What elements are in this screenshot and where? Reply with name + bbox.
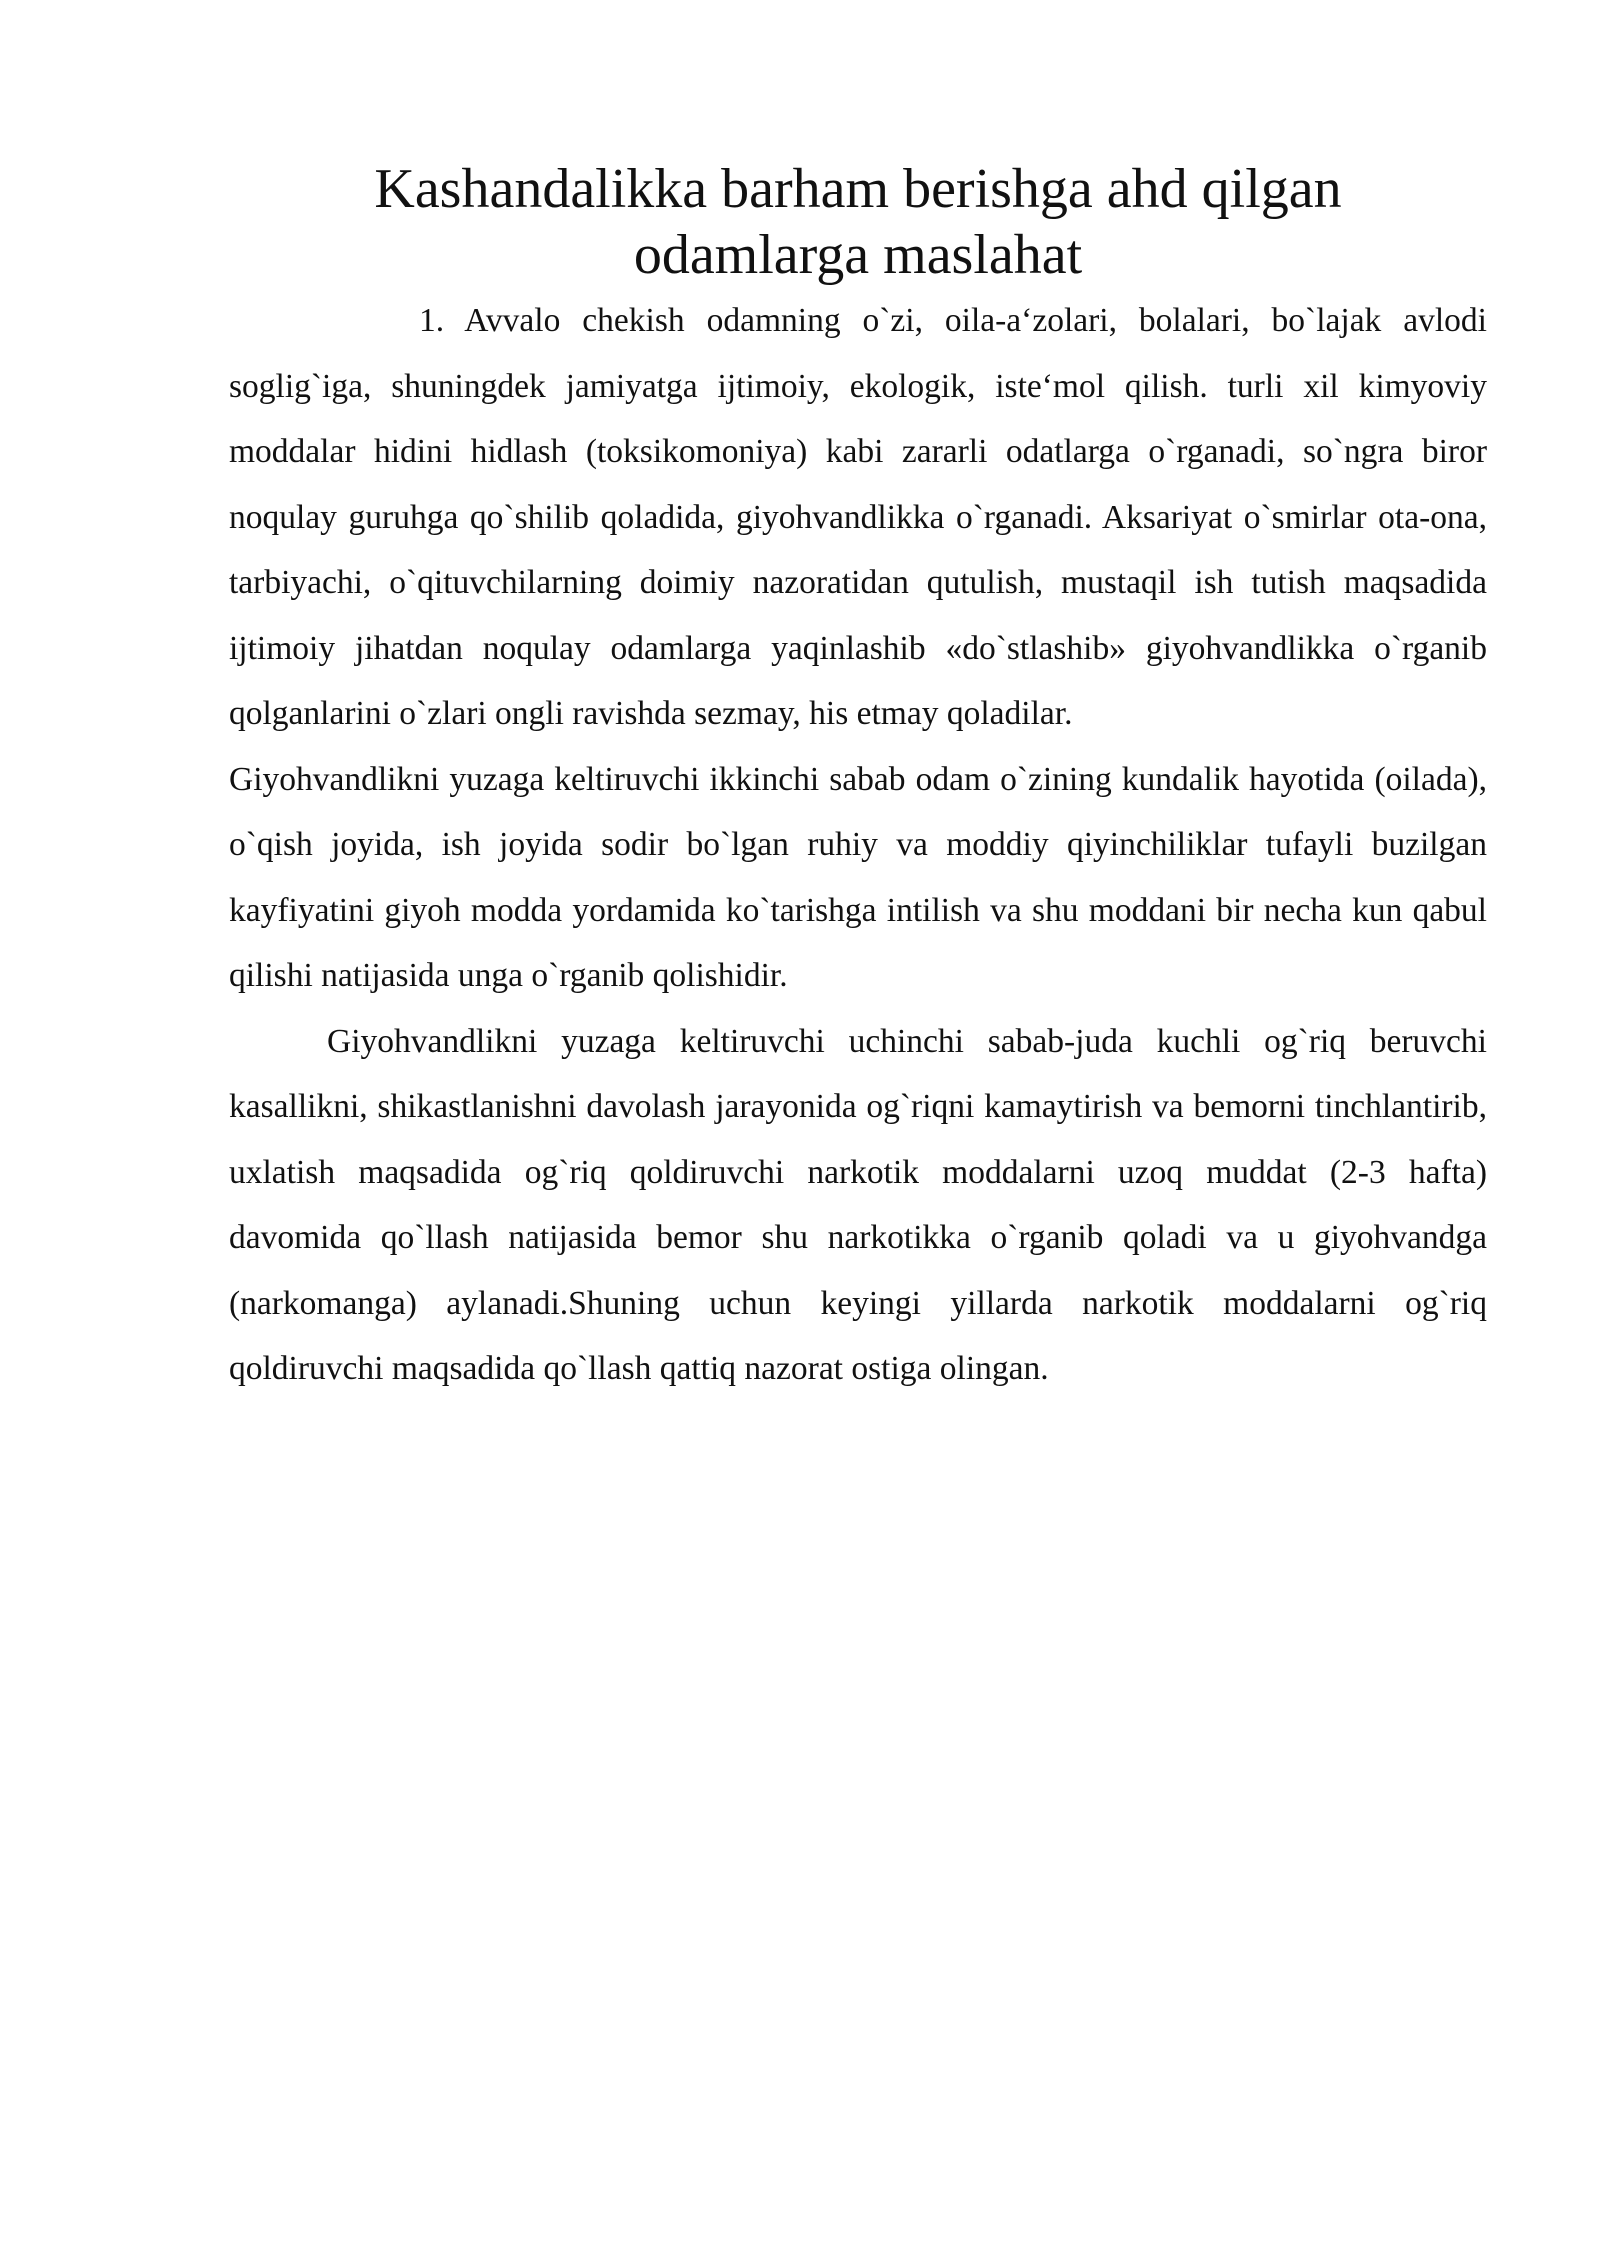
title-line-2: odamlarga maslahat: [633, 224, 1083, 286]
paragraph-second-cause: Giyohvandlikni yuzaga keltiruvchi ikkinchi sabab odam o`zining kundalik hayotida (oilada), o`qish joyida, ish joyida sodir bo`lgan ruhiy va moddiy qiyinchiliklar tufayli buzilgan kayfiyatini giyoh modda yordamida ko`tarishga intilish va shu moddani bir necha kun qabul qilishi natijasida unga o`rganib qolishidir.: [229, 760, 1487, 994]
document-title: [229, 156, 1487, 288]
paragraph-first-cause: 1. Avvalo chekish odamning o`zi, oila-a‘zolari, bolalari, bo`lajak avlodi soglig`iga, shuningdek jamiyatga ijtimoiy, ekologik, iste‘mol qilish. turli xil kimyoviy moddalar hidini hidlash (toksikomoniya) kabi zararli odatlarga o`rganadi, so`ngra biror noqulay guruhga qo`shilib qoladida, giyohvandlikka o`rganadi. Aksariyat o`smirlar ota-ona, tarbiyachi, o`qituvchilarning doimiy nazoratidan qutulish, mustaqil ish tutish maqsadida ijtimoiy jihatdan noqulay odamlarga yaqinlashib «do`stlashib» giyohvandlikka o`rganib qolganlarini o`zlari ongli ravishda sezmay, his etmay qoladilar.: [229, 302, 1487, 732]
paragraph-third-cause: Giyohvandlikni yuzaga keltiruvchi uchinchi sabab-juda kuchli og`riq beruvchi kasallikni, shikastlanishni davolash jarayonida og`riqni kamaytirish va bemorni tinchlantirib, uxlatish maqsadida og`riq qoldiruvchi narkotik moddalarni uzoq muddat (2-3 hafta) davomida qo`llash natijasida bemor shu narkotikka o`rganib qoladi va u giyohvandga (narkomanga) aylanadi.Shuning uchun keyingi yillarda narkotik moddalarni og`riq qoldiruvchi maqsadida qo`llash qattiq nazorat ostiga olingan.: [229, 1022, 1487, 1387]
document-body: [229, 156, 1487, 1402]
title-line-1: Kashandalikka barham berishga ahd qilgan: [374, 158, 1342, 220]
